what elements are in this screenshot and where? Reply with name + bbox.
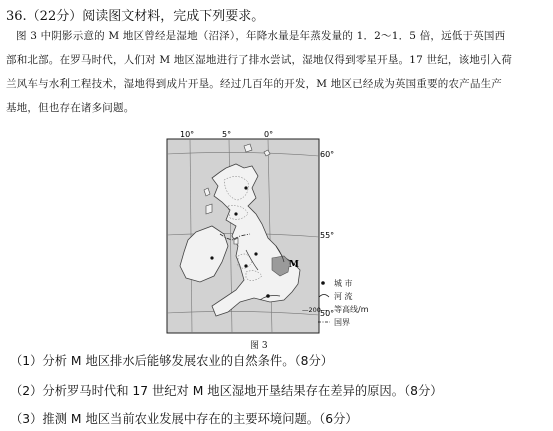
- sub-question-2: （2）分析罗马时代和 17 世纪对 M 地区湿地开垦结果存在差异的原因。（8分）: [10, 384, 443, 398]
- lat-label-60n: 60°: [320, 150, 335, 159]
- paragraph-line-4: 基地，但也存在诸多问题。: [6, 102, 135, 114]
- lon-label-5w: 5°: [222, 130, 232, 139]
- lon-label-10w: 10°: [180, 130, 195, 139]
- lat-label-50n: 50°: [320, 309, 335, 318]
- legend-river-label: 河 流: [334, 292, 353, 301]
- sub-question-3: （3）推测 M 地区当前农业发展中存在的主要环境问题。（6分）: [10, 412, 358, 426]
- legend-contour-symbol: —200—: [302, 306, 328, 314]
- m-region-label: M: [289, 260, 299, 270]
- legend-city-symbol: [321, 281, 325, 285]
- legend-contour-label: 等高线/m: [334, 305, 369, 314]
- paragraph-line-3: 兰风车与水利工程技术，湿地得到成片开垦。经过几百年的开发，M 地区已经成为英国重要的农产品生产: [6, 78, 502, 90]
- paragraph-line-1: 图 3 中阴影示意的 M 地区曾经是湿地（沼泽），年降水量是年蒸发量的 1．2～1．5 倍，远低于英国西: [16, 30, 506, 42]
- sub-question-1: （1）分析 M 地区排水后能够发展农业的自然条件。（8分）: [10, 354, 334, 368]
- legend-city-label: 城 市: [334, 279, 353, 288]
- figure-caption: 图 3: [250, 341, 268, 351]
- lat-label-55n: 55°: [320, 231, 335, 240]
- legend-river-symbol: [319, 295, 329, 298]
- lon-label-0: 0°: [264, 130, 274, 139]
- legend-border-label: 国界: [334, 318, 350, 327]
- question-header: 36.（22分）阅读图文材料，完成下列要求。: [6, 9, 265, 24]
- paragraph-line-2: 部和北部。在罗马时代，人们对 M 地区湿地进行了排水尝试，湿地仅得到零星开垦。17 世纪，该地引入荷: [6, 54, 513, 66]
